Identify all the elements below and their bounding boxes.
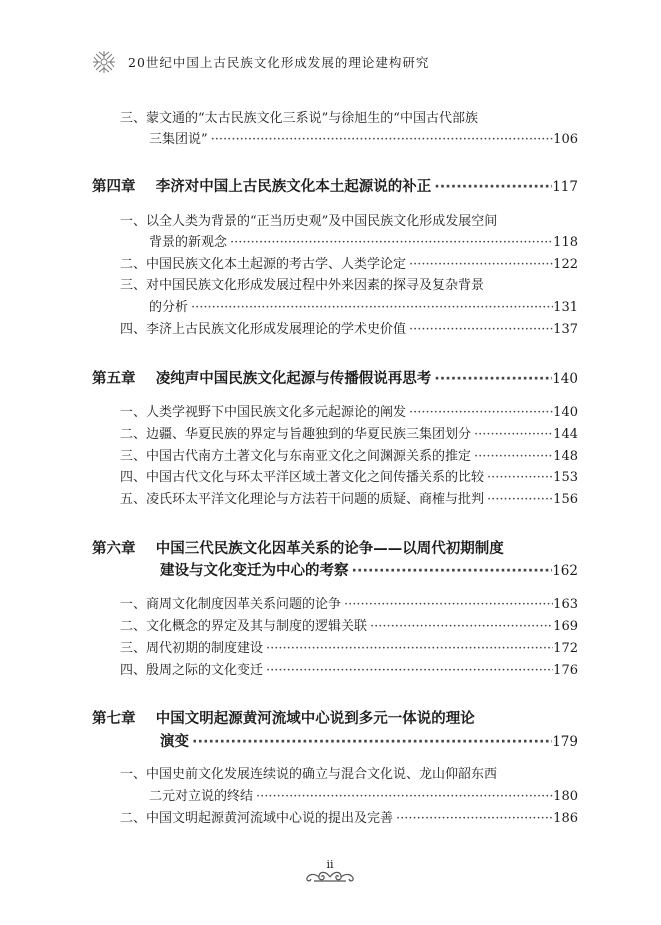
toc-label: 五、凌氏环太平洋文化理论与方法若干问题的质疑、商榷与批判 [120,492,485,507]
leader-dots [406,254,553,276]
book-title: 20世纪中国上古民族文化形成发展的理论建构研究 [128,55,430,70]
toc-entry [120,211,578,233]
toc-entry [120,616,578,638]
toc-page-number: 186 [553,811,578,826]
toc-label: 四、殷周之际的文化变迁 [120,663,264,678]
toc-page-number: 122 [553,257,578,272]
toc-page-number: 180 [553,789,578,804]
running-header [92,50,572,74]
toc-chapter [92,708,578,730]
toc-label: 三、中国古代南方土著文化与东南亚文化之间渊源关系的推定 [120,449,472,464]
toc-page-number: 176 [553,663,578,678]
toc-chapter [160,560,578,582]
toc-page-number: 140 [553,405,578,420]
toc-entry [149,232,578,254]
leader-dots [484,489,553,511]
leader-dots [484,467,553,489]
toc-label: 四、李济上古民族文化形成发展理论的学术史价值 [120,322,407,337]
toc-page-number: 169 [553,619,578,634]
toc-chapter [92,368,578,390]
toc-chapter [160,731,578,753]
toc-page-number: 156 [553,492,578,507]
toc-entry [120,489,578,511]
toc-entry [120,319,578,341]
toc-label: 第六章 中国三代民族文化因革关系的论争——以周代初期制度 [92,541,504,557]
toc-label: 演变 [160,734,189,750]
leader-dots [471,446,553,468]
toc-label: 一、商周文化制度因革关系问题的论争 [120,597,342,612]
leader-dots [367,616,553,638]
leader-dots [253,786,553,808]
leader-dots [406,402,553,424]
leader-dots [188,297,553,319]
toc-page-number: 137 [553,322,578,337]
page-footer [300,858,360,888]
toc-label: 二、文化概念的界定及其与制度的逻辑关联 [120,619,368,634]
toc-entry [120,660,578,682]
toc-label: 背景的新观念 [149,235,228,250]
toc-label: 第四章 李济对中国上古民族文化本土起源说的补正 [92,179,432,195]
leader-dots [227,232,553,254]
toc-page-number: 148 [553,449,578,464]
toc-entry [149,297,578,319]
leader-dots [471,424,553,446]
toc-label: 二、中国文明起源黄河流域中心说的提出及完善 [120,811,394,826]
toc-page-number: 179 [552,734,578,750]
toc-entry [120,764,578,786]
toc-page-number: 118 [553,235,578,250]
toc-label: 三集团说” [149,132,208,147]
leader-dots [406,319,553,341]
toc-label: 第七章 中国文明起源黄河流域中心说到多元一体说的理论 [92,711,475,727]
toc-entry [120,275,578,297]
flower-ornament-icon [92,50,116,74]
toc-page-number: 117 [552,179,578,195]
toc-label: 第五章 凌纯声中国民族文化起源与传播假说再思考 [92,371,432,387]
toc-label: 三、对中国民族文化形成发展过程中外来因素的探寻及复杂背景 [120,278,485,293]
toc-label: 四、中国古代文化与环太平洋区域土著文化之间传播关系的比较 [120,470,485,485]
leader-dots [431,176,552,198]
toc-label: 三、周代初期的制度建设 [120,641,264,656]
toc-label: 一、中国史前文化发展连续说的确立与混合文化说、龙山仰韶东西 [120,767,498,782]
toc-entry [120,108,578,130]
toc-page-number: 144 [553,427,578,442]
toc-chapter [92,538,578,560]
toc-page-number: 163 [553,597,578,612]
toc-page-number: 140 [552,371,578,387]
toc-entry [120,402,578,424]
toc-entry [120,446,578,468]
toc-entry [120,808,578,830]
toc-entry [149,786,578,808]
leader-dots [341,594,553,616]
leader-dots [263,660,553,682]
leader-dots [393,808,553,830]
toc-label: 一、以全人类为背景的“正当历史观”及中国民族文化形成发展空间 [120,214,498,229]
toc-entry [120,638,578,660]
leader-dots [208,129,554,151]
toc-label: 二、边疆、华夏民族的界定与旨趣独到的华夏民族三集团划分 [120,427,472,442]
toc-label: 的分析 [149,300,189,315]
toc-page-number: 153 [553,470,578,485]
toc-page-number: 172 [553,641,578,656]
toc-chapter [92,176,578,198]
leader-dots [189,731,552,753]
toc-label: 建设与文化变迁为中心的考察 [160,563,349,579]
toc-entry [120,467,578,489]
toc-entry [120,594,578,616]
toc-entry [120,424,578,446]
toc-label: 二、中国民族文化本土起源的考古学、人类学论定 [120,257,407,272]
toc-page-number: 106 [553,132,578,147]
toc-label: 三、蒙文通的“太古民族文化三系说”与徐旭生的“中国古代部族 [120,111,478,126]
leader-dots [263,638,553,660]
leader-dots [431,368,552,390]
toc-page-number: 162 [552,563,578,579]
toc-page-number: 131 [553,300,578,315]
toc-entry [149,129,578,151]
leader-dots [349,560,553,582]
toc-entry [120,254,578,276]
page-number: ii [326,858,334,871]
toc-label: 一、人类学视野下中国民族文化多元起源论的阐发 [120,405,407,420]
scroll-ornament-icon [304,870,356,884]
toc-label: 二元对立说的终结 [149,789,254,804]
